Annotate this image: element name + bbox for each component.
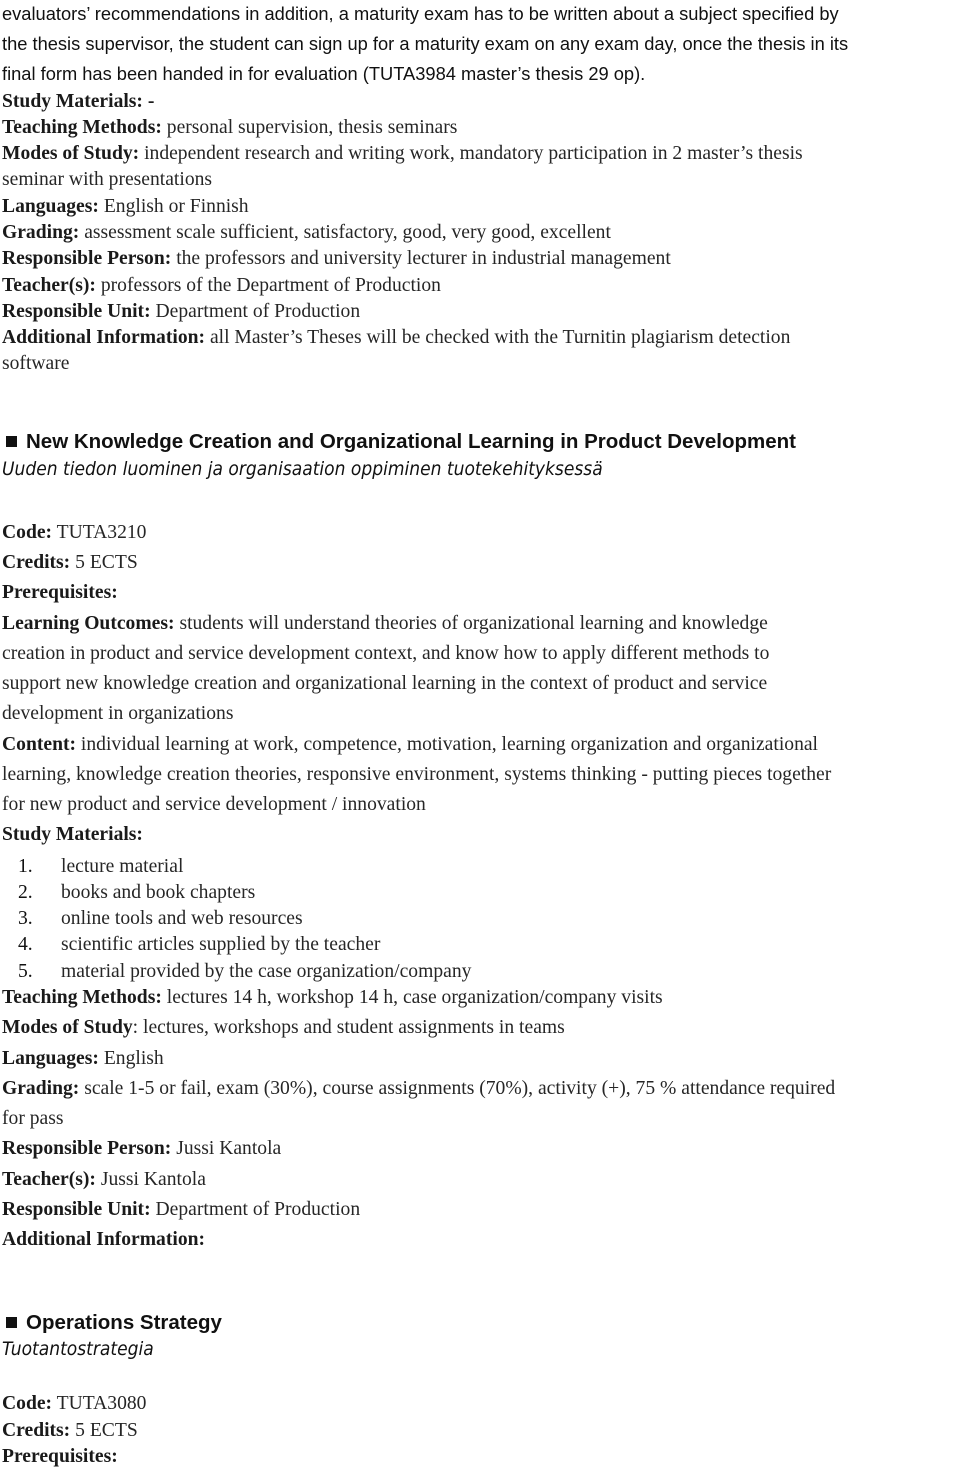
course-study-materials	[2, 823, 143, 849]
course-title	[4, 1310, 222, 1336]
field-value: professors of the Department of Production	[100, 275, 441, 296]
course-learning-outcomes	[2, 612, 768, 638]
field-label: Grading:	[2, 222, 80, 243]
field-value: 5 ECTS	[75, 1420, 138, 1441]
course-subtitle: Uuden tiedon luominen ja organisaation oppiminen tuotekehityksessä	[2, 459, 603, 480]
course-learning-outcomes-cont	[2, 672, 767, 698]
course-credits	[2, 1419, 138, 1445]
field-label: Responsible Person:	[2, 248, 172, 269]
course-subtitle: Tuotantostrategia	[2, 1339, 154, 1360]
course-prerequisites	[2, 1445, 118, 1471]
field-value: Jussi Kantola	[176, 1138, 282, 1159]
field-label: Responsible Unit:	[2, 1199, 151, 1220]
field-value: TUTA3210	[56, 522, 147, 543]
field-colon: :	[132, 1017, 139, 1038]
field-value: individual learning at work, competence, motivation, learning organization and organizational	[80, 734, 819, 755]
field-value: support new knowledge creation and organizational learning in the context of product and service	[2, 673, 768, 694]
list-text: material provided by the case organization/company	[61, 961, 472, 982]
course-credits	[2, 551, 138, 577]
field-value: TUTA3080	[56, 1393, 147, 1414]
field-value: creation in product and service development context, and know how to apply different methods to	[2, 643, 770, 664]
field-label: Credits:	[2, 552, 71, 573]
intro-text-line: the thesis supervisor, the student can sign up for a maturity exam on any exam day, once the thesis in its	[2, 33, 849, 54]
thesis-modes-of-study-cont	[2, 168, 212, 194]
thesis-languages	[2, 195, 249, 221]
field-value: Jussi Kantola	[100, 1169, 206, 1190]
field-value: independent research and writing work, mandatory participation in 2 master’s thesis	[144, 143, 803, 164]
course-grading-cont	[2, 1107, 64, 1133]
list-text: scientific articles supplied by the teacher	[61, 934, 381, 955]
field-label: Teaching Methods:	[2, 987, 162, 1008]
course-learning-outcomes-cont	[2, 642, 769, 668]
field-value: personal supervision, thesis seminars	[166, 117, 458, 138]
field-label: Credits:	[2, 1420, 71, 1441]
course-content-cont	[2, 763, 831, 789]
course-teachers	[2, 1168, 206, 1194]
course-prerequisites	[2, 581, 118, 607]
list-number: 3.	[18, 908, 33, 929]
field-label: Languages:	[2, 1048, 99, 1069]
field-label: Study Materials: -	[2, 91, 155, 112]
field-label: Teaching Methods:	[2, 117, 162, 138]
course-responsible-person	[2, 1137, 281, 1163]
thesis-study-materials	[2, 90, 154, 116]
course-code	[2, 1392, 146, 1418]
field-label: Code:	[2, 522, 53, 543]
list-item	[2, 960, 471, 986]
field-value: seminar with presentations	[2, 169, 213, 190]
course-title-text: Operations Strategy	[26, 1311, 222, 1334]
course-code	[2, 521, 146, 547]
thesis-additional-information-cont	[2, 352, 69, 378]
field-label: Additional Information:	[2, 327, 206, 348]
thesis-responsible-person	[2, 247, 671, 273]
field-label: Teacher(s):	[2, 275, 96, 296]
field-value: lectures, workshops and student assignments in teams	[143, 1017, 565, 1038]
field-value: all Master’s Theses will be checked with the Turnitin plagiarism detection	[209, 327, 791, 348]
field-label: Study Materials:	[2, 824, 143, 845]
list-item	[2, 933, 380, 959]
square-bullet-icon	[6, 436, 17, 447]
field-value: the professors and university lecturer in industrial management	[176, 248, 671, 269]
list-number: 1.	[18, 856, 33, 877]
field-label: Modes of Study	[2, 1017, 133, 1038]
field-value: English or Finnish	[103, 196, 249, 217]
square-bullet-icon	[6, 1317, 17, 1328]
field-value: English	[103, 1048, 164, 1069]
field-label: Code:	[2, 1393, 53, 1414]
intro-text-line: final form has been handed in for evaluation (TUTA3984 master’s thesis 29 op).	[2, 63, 646, 84]
field-label: Additional Information:	[2, 1229, 206, 1250]
course-modes-of-study	[2, 1016, 565, 1042]
course-responsible-unit	[2, 1198, 360, 1224]
list-number: 4.	[18, 934, 33, 955]
field-value: for pass	[2, 1108, 64, 1129]
course-content	[2, 733, 818, 759]
field-label: Responsible Unit:	[2, 301, 151, 322]
field-label: Languages:	[2, 196, 99, 217]
field-value: Department of Production	[155, 1199, 361, 1220]
list-number: 2.	[18, 882, 33, 903]
course-learning-outcomes-cont	[2, 702, 233, 728]
course-additional-information	[2, 1228, 205, 1254]
course-languages	[2, 1047, 164, 1073]
course-title-text: New Knowledge Creation and Organizational Learning in Product Development	[26, 430, 796, 453]
field-value: for new product and service development / innovation	[2, 794, 426, 815]
list-item	[2, 855, 183, 881]
course-title	[4, 429, 796, 455]
list-text: books and book chapters	[61, 882, 256, 903]
field-value: software	[2, 353, 70, 374]
field-label: Teacher(s):	[2, 1169, 96, 1190]
thesis-additional-information	[2, 326, 790, 352]
field-value: Department of Production	[155, 301, 361, 322]
intro-text-line: evaluators’ recommendations in addition, a maturity exam has to be written about a subject specified by	[2, 3, 839, 24]
field-label: Prerequisites:	[2, 582, 118, 603]
field-label: Content:	[2, 734, 77, 755]
field-label: Modes of Study:	[2, 143, 140, 164]
field-value: 5 ECTS	[75, 552, 138, 573]
list-text: lecture material	[61, 856, 184, 877]
list-text: online tools and web resources	[61, 908, 303, 929]
course-teaching-methods	[2, 986, 663, 1012]
list-number: 5.	[18, 961, 33, 982]
thesis-teachers	[2, 274, 441, 300]
course-grading	[2, 1077, 835, 1103]
field-label: Prerequisites:	[2, 1446, 118, 1467]
course-content-cont	[2, 793, 426, 819]
list-item	[2, 881, 255, 907]
thesis-modes-of-study	[2, 142, 803, 168]
field-value: scale 1-5 or fail, exam (30%), course assignments (70%), activity (+), 75 % attendance required	[84, 1078, 836, 1099]
thesis-teaching-methods	[2, 116, 457, 142]
field-value: lectures 14 h, workshop 14 h, case organization/company visits	[166, 987, 663, 1008]
thesis-grading	[2, 221, 611, 247]
field-label: Grading:	[2, 1078, 80, 1099]
field-value: assessment scale sufficient, satisfactory, good, very good, excellent	[84, 222, 611, 243]
field-label: Responsible Person:	[2, 1138, 172, 1159]
list-item	[2, 907, 303, 933]
field-value: development in organizations	[2, 703, 234, 724]
field-value: learning, knowledge creation theories, responsive environment, systems thinking - putting pieces together	[2, 764, 832, 785]
field-value: students will understand theories of organizational learning and knowledge	[179, 613, 768, 634]
thesis-responsible-unit	[2, 300, 360, 326]
field-label: Learning Outcomes:	[2, 613, 175, 634]
